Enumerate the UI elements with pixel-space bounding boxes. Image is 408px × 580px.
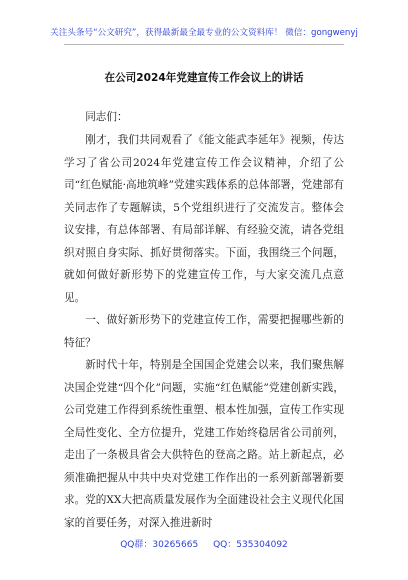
header-divider (64, 44, 344, 45)
document-title: 在公司2024年党建宣传工作会议上的讲话 (104, 72, 304, 84)
paragraph-intro: 刚才，我们共同观看了《能文能武李延年》视频，传达学习了省公司2024年党建宣传工作会议精神，介绍了公司“红色赋能·高地筑峰”党建实践体系的总体部署，党建部有关同志作了专题解读，5个党组织进行了交流发言。整体会议安排，有总体部署、有局部详解、有经验交流，请各党组织对照自身实际、抓好贯彻落实。下面，我围绕三个问题，就如何做好新形势下的党建宣传工作，与大家交流几点意见。 (64, 134, 344, 304)
header-banner: 关注头条号“公文研究”，获得最新最全最专业的公文资料库！ 微信：gongwenyj (50, 28, 358, 38)
paragraph-section-1: 新时代十年，特别是全国国企党建会以来，我们聚焦解决国企党建“四个化”问题，实施“红色赋能”党建创新实践，公司党建工作得到系统性重塑、根本性加强，宣传工作实现全局性变化、全方位提升，党建工作始终稳居省公司前列，走出了一条极具省会大供特色的登高之路。站上新起点，必须准确把握从中共中央对党建工作作出的一系列新部署新要求。党的XX大把高质量发展作为全面建设社会主义现代化国家的首要任务，对深入推进新时 (64, 359, 344, 529)
footer-qq-group: QQ群：30265665 (120, 540, 199, 550)
footer-contacts (0, 537, 408, 550)
footer-qq: QQ：535304092 (213, 540, 288, 550)
salutation: 同志们： (85, 111, 128, 123)
document-body (64, 106, 344, 534)
section-heading: 一、做好新形势下的党建宣传工作，需要把握哪些新的特征？ (64, 314, 344, 349)
